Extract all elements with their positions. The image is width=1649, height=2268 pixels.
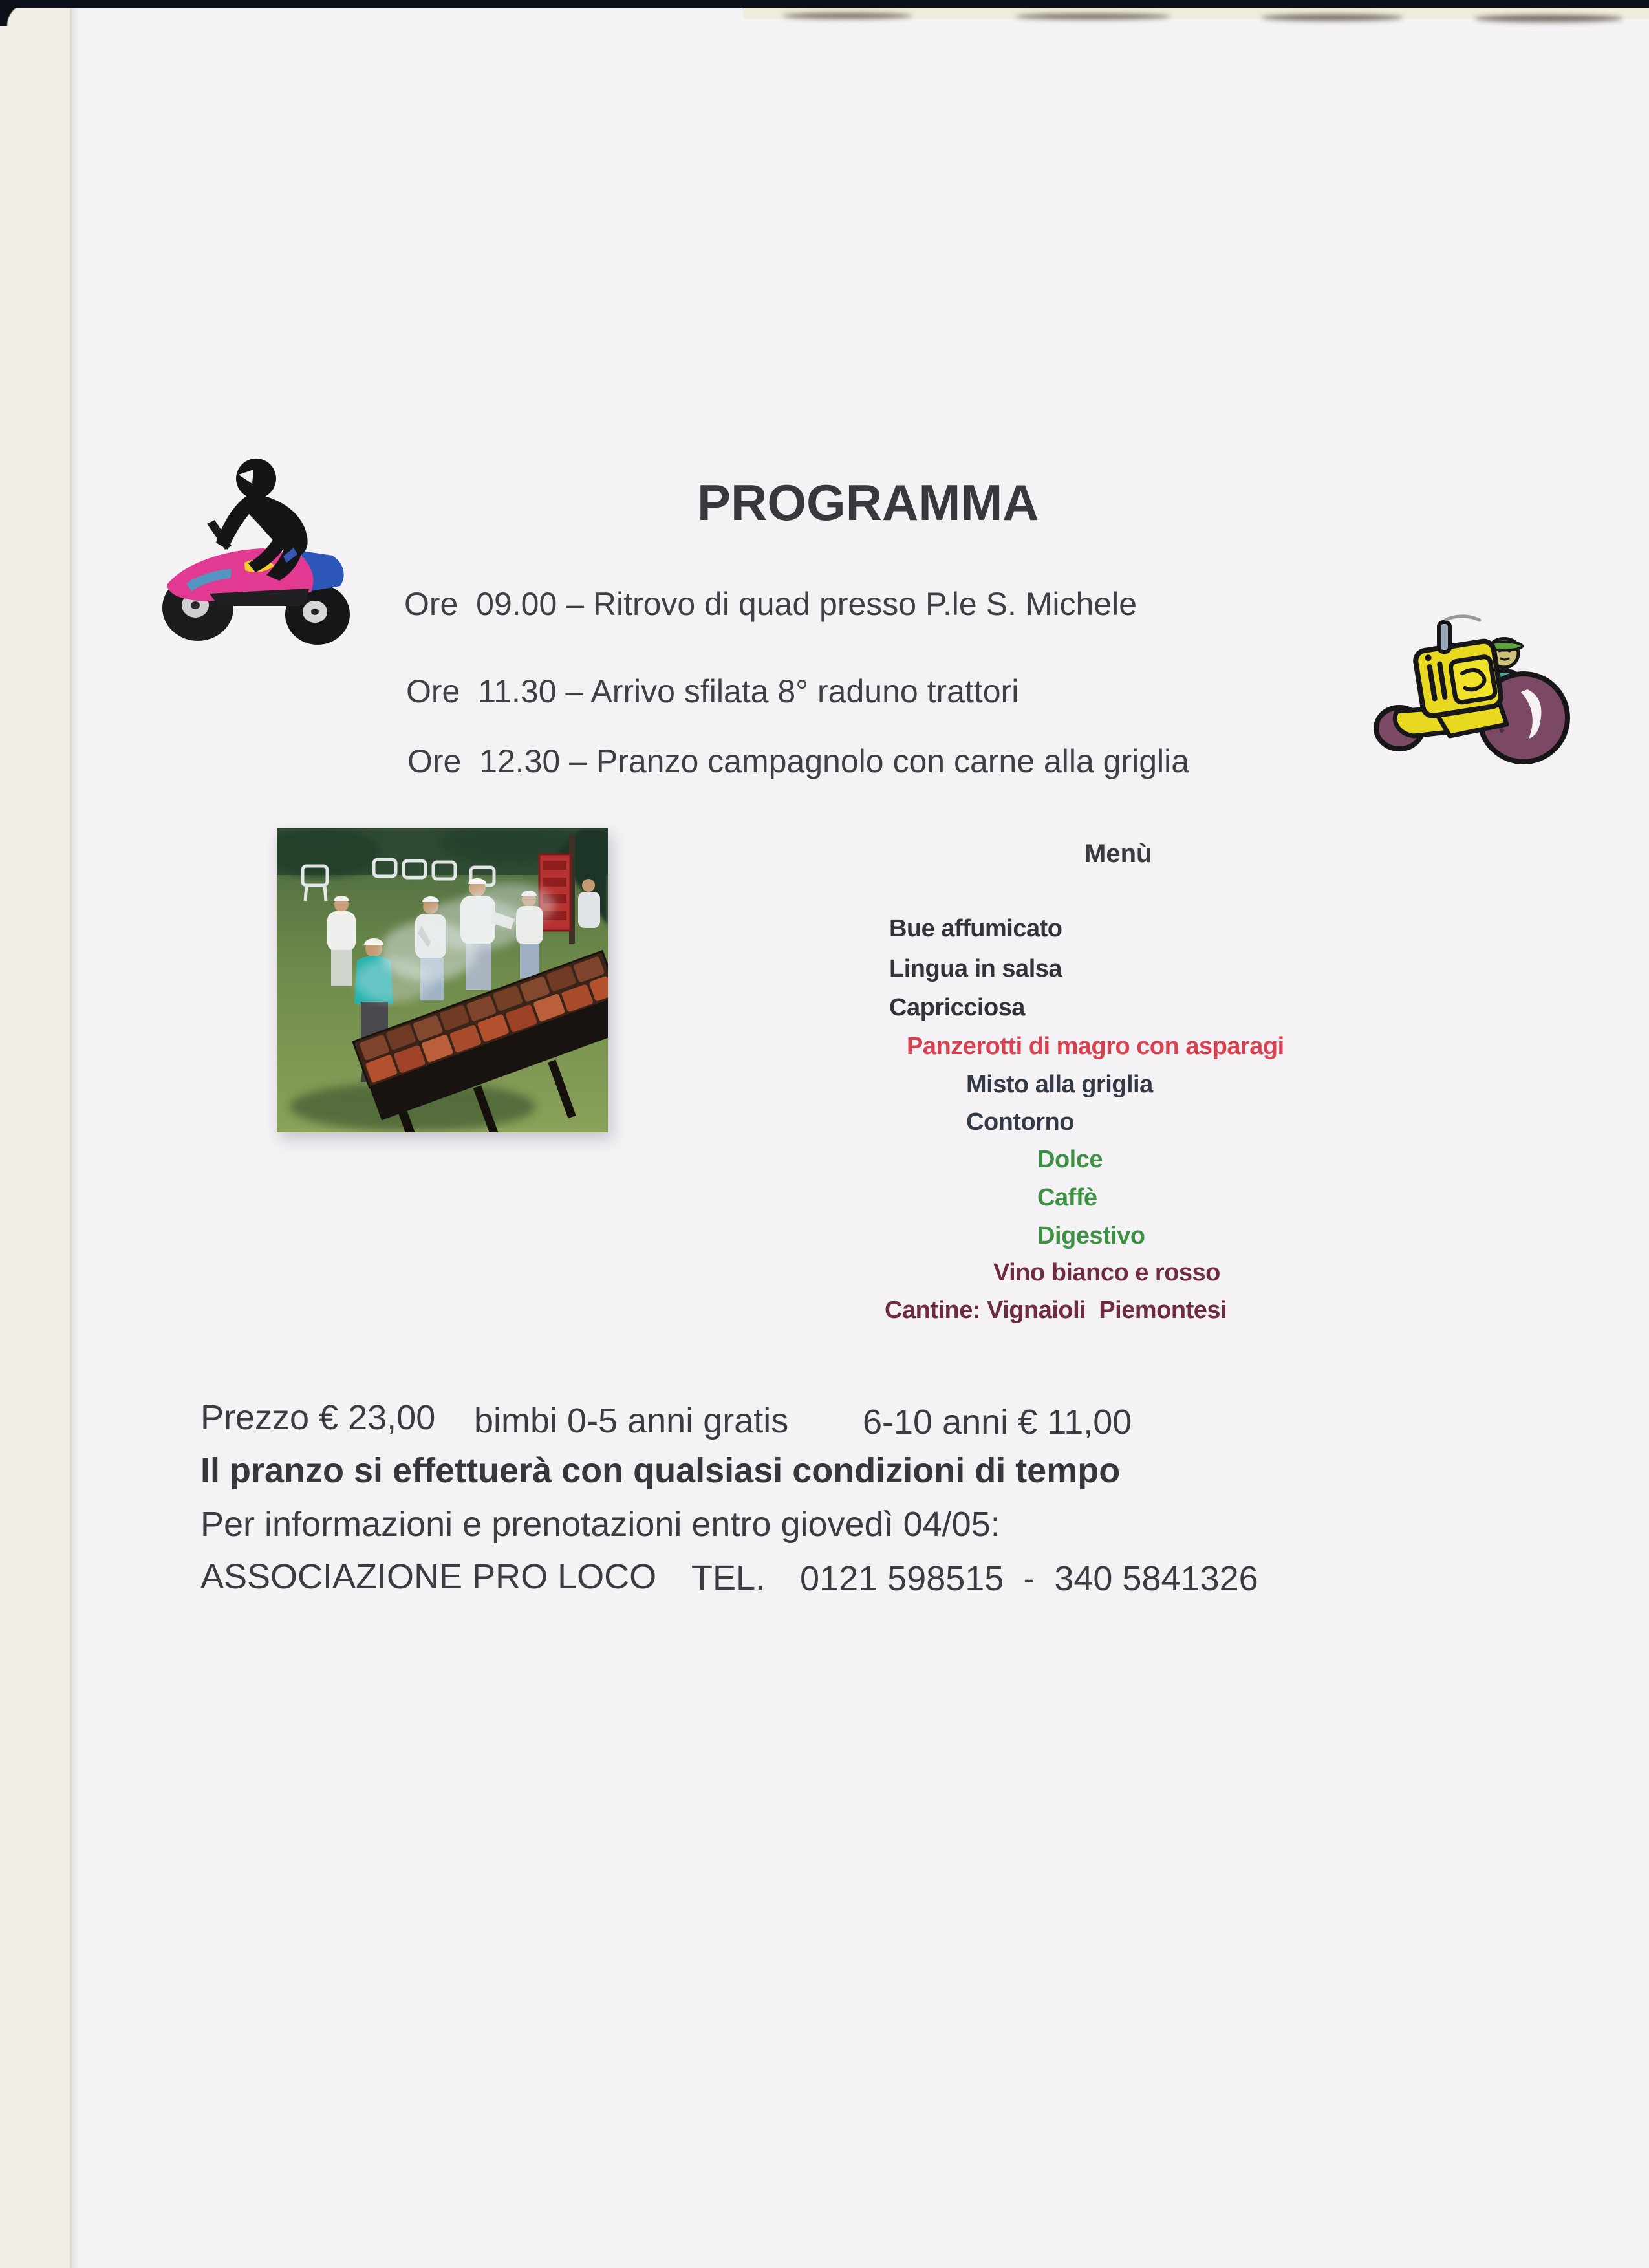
- scanner-bed-strip: [0, 0, 72, 2268]
- menu-item: Misto alla griglia: [966, 1071, 1153, 1098]
- tel-label: TEL.: [691, 1559, 766, 1597]
- barbecue-grill-photo: [277, 828, 608, 1132]
- edge-smudge: [782, 13, 912, 19]
- scan-top-left-corner: [0, 0, 30, 26]
- page-top-edge-band: [744, 8, 1649, 19]
- menu-item: Caffè: [1037, 1184, 1097, 1211]
- edge-smudge: [1015, 14, 1170, 19]
- menu-item: Contorno: [966, 1108, 1074, 1136]
- edge-smudge: [1474, 15, 1623, 22]
- page-title: PROGRAMMA: [697, 474, 1039, 531]
- booking-info: Per informazioni e prenotazioni entro giovedì 04/05:: [200, 1505, 1000, 1544]
- menu-item: Vino bianco e rosso: [993, 1259, 1220, 1286]
- weather-note: Il pranzo si effettuerà con qualsiasi condizioni di tempo: [200, 1451, 1121, 1490]
- schedule-line-1230: Ore 12.30 – Pranzo campagnolo con carne alla griglia: [407, 743, 1190, 779]
- phone-numbers: 0121 598515 - 340 5841326: [800, 1559, 1258, 1598]
- price-kids-free: bimbi 0-5 anni gratis: [474, 1401, 789, 1440]
- organization-name: ASSOCIAZIONE PRO LOCO: [200, 1557, 657, 1596]
- menu-item: Panzerotti di magro con asparagi: [907, 1033, 1284, 1060]
- tractor-hood: [1414, 640, 1502, 717]
- tractor-with-farmer-clipart: [1372, 613, 1573, 775]
- schedule-line-0900: Ore 09.00 – Ritrovo di quad presso P.le S. Michele: [404, 586, 1137, 622]
- edge-smudge: [1261, 14, 1403, 21]
- menu-item: Digestivo: [1037, 1222, 1145, 1249]
- page-edge-shadow: [70, 0, 79, 2268]
- price-adult: Prezzo € 23,00: [200, 1398, 436, 1437]
- menu-item: Dolce: [1037, 1146, 1103, 1173]
- price-kids-6-10: 6-10 anni € 11,00: [863, 1403, 1132, 1442]
- menu-item: Bue affumicato: [889, 915, 1062, 942]
- schedule-line-1130: Ore 11.30 – Arrivo sfilata 8° raduno trattori: [406, 673, 1019, 709]
- menu-item: Lingua in salsa: [889, 955, 1062, 982]
- tractor-exhaust: [1439, 622, 1450, 652]
- menu-item: Capricciosa: [889, 994, 1025, 1021]
- flyer-page: [72, 0, 1649, 2268]
- menu-item: Cantine: Vignaioli Piemontesi: [885, 1297, 1227, 1324]
- quad-rider-clipart: [147, 438, 371, 652]
- menu-heading: Menù: [1084, 839, 1152, 868]
